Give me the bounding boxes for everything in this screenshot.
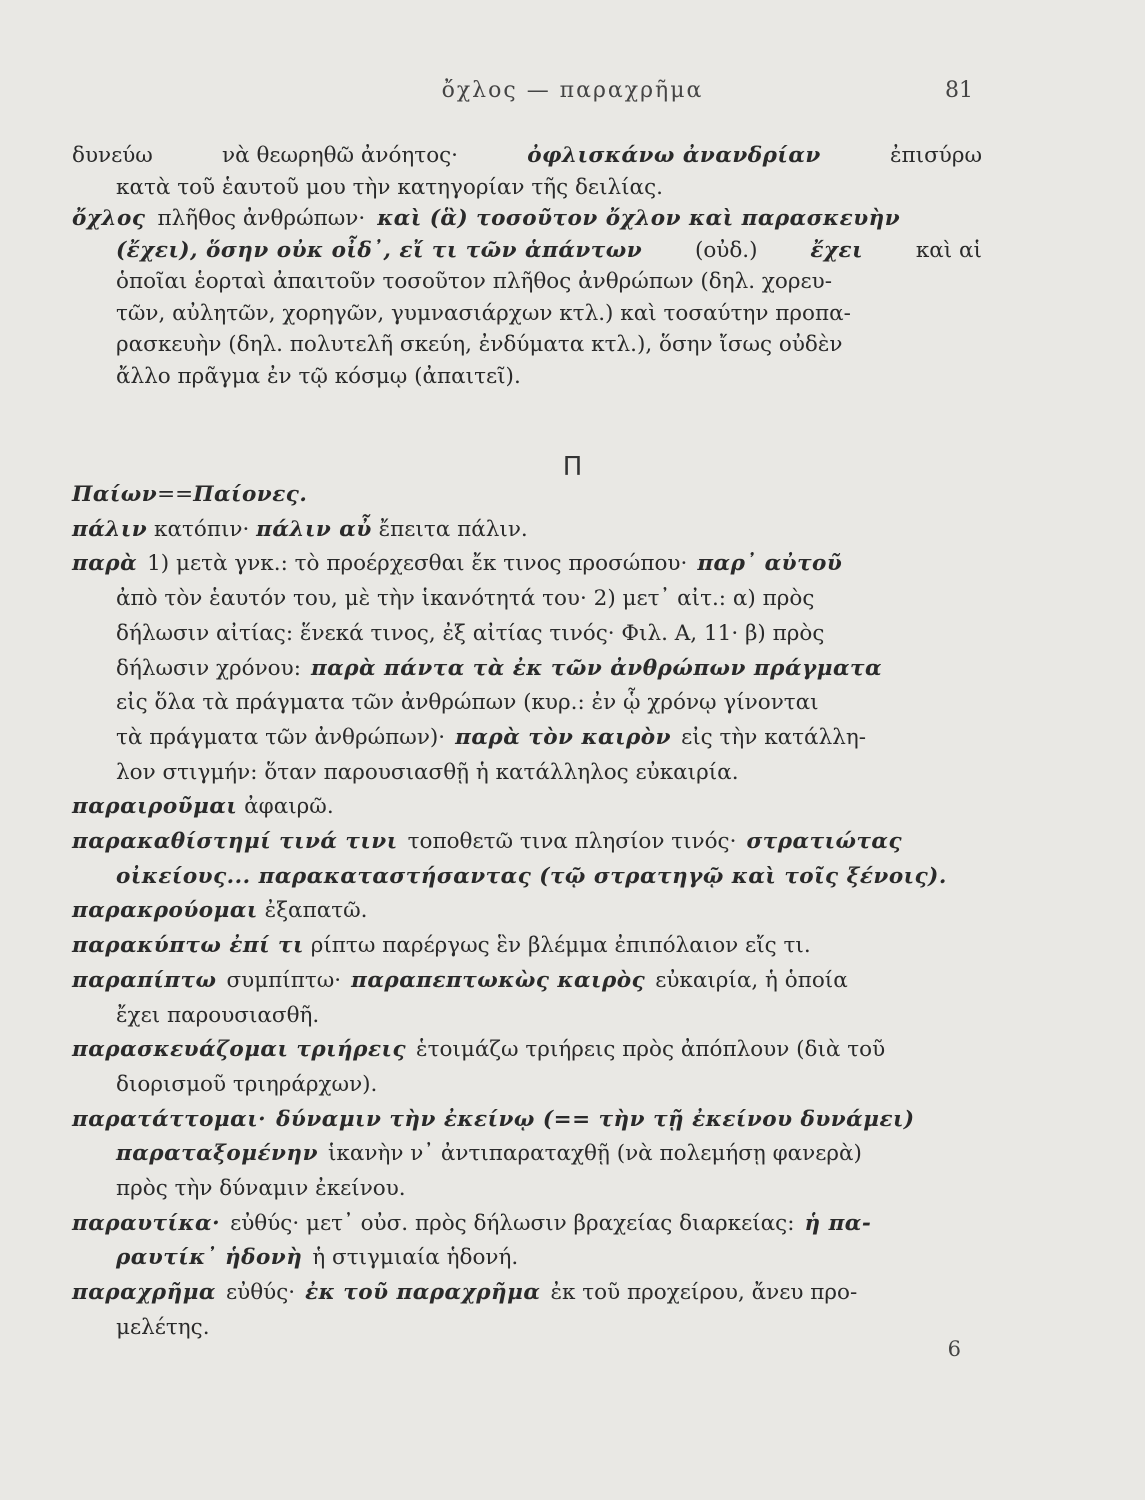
entry-parakathistemi: παρακαθίστημί τινά τινι τοποθετῶ τινα πλησίον τινός· στρατιώτας οἰκείους... παρακαταστήσαντας (τῷ στρατηγῷ καὶ τοῖς ξένοις). [72, 825, 982, 894]
entry-paion: Παίων==Παίονες. [72, 482, 308, 507]
header-title: ὄχλος — παραχρῆμα [441, 78, 704, 103]
phrase: ραυτίκ᾽ ἡδονὴ [116, 1245, 303, 1271]
phrase: ἐκ τοῦ παραχρῆμα [305, 1280, 541, 1306]
phrase: πάλιν αὖ [256, 516, 372, 542]
text-line: ἀπὸ τὸν ἑαυτόν του, μὲ τὴν ἱκανότητά του· 2) μετ᾽ αἰτ.: α) πρὸς [116, 586, 815, 612]
headword: παρακρούομαι [72, 898, 258, 924]
headword: παραιροῦμαι [72, 794, 238, 820]
entry-parautika: παραυτίκα· εὐθύς· μετ᾽ οὐσ. πρὸς δήλωσιν βραχείας διαρκείας: ἡ πα- ραυτίκ᾽ ἡδονὴ ἡ στιγμιαία ἡδονή. [72, 1207, 982, 1276]
phrase: ἔχει [810, 237, 864, 263]
entry-para: παρὰ 1) μετὰ γνκ.: τὸ προέρχεσθαι ἔκ τινος προσώπου· παρ᾽ αὐτοῦ ἀπὸ τὸν ἑαυτόν του, μὲ τὴν ἱκανότητά του· 2) μετ᾽ αἰτ.: α) πρὸς δήλωσιν αἰτίας: ἕνεκά τινος, ἐξ αἰτίας τινός· Φιλ. Α, 11· β) πρὸς δήλωσιν χρόνου: παρὰ πάντα τὰ ἐκ τῶν ἀνθρώπων πράγματα εἰς ὅλα τὰ πράγματα τῶν ἀνθρώπων (κυρ.: ἐν ᾧ χρόνῳ γίνονται τὰ πράγματα τῶν ἀνθρώπων)· παρὰ τὸν καιρὸν εἰς τὴν κατάλλη- λον στιγμήν: ὅταν παρουσιασθῇ ἡ κατάλληλος εὐκαιρία. [72, 547, 982, 790]
headword: ὄχλος [72, 206, 146, 231]
text-line: δυνεύω νὰ θεωρηθῶ ἀνόητος· ὀφλισκάνω ἀνανδρίαν ἐπισύρω [72, 140, 982, 172]
entry-palin: πάλιν κατόπιν· πάλιν αὖ ἔπειτα πάλιν. [72, 516, 528, 542]
text-line: μελέτης. [116, 1314, 210, 1340]
entry-parapipto: παραπίπτω συμπίπτω· παραπεπτωκὼς καιρὸς εὐκαιρία, ἡ ὁποία ἔχει παρουσιασθῆ. [72, 964, 982, 1033]
running-header [0, 78, 1145, 108]
text-line: τῶν, αὐλητῶν, χορηγῶν, γυμνασιάρχων κτλ.) καὶ τοσαύτην προπα- [116, 300, 851, 326]
headword: παρακύπτω ἐπί τι [72, 933, 304, 959]
section-letter: Π [562, 452, 583, 482]
headword: παρὰ [72, 551, 138, 577]
text-line: διορισμοῦ τριηράρχων). [116, 1071, 378, 1097]
page-number: 81 [945, 78, 973, 103]
headword: παραπίπτω [72, 967, 217, 993]
phrase: ἡ πα- [804, 1210, 872, 1236]
dictionary-entries [72, 478, 982, 1346]
headword: Παίονες. [193, 482, 308, 507]
phrase: στρατιώτας [746, 829, 903, 855]
text-line: ἄλλο πρᾶγμα ἐν τῷ κόσμῳ (ἀπαιτεῖ). [116, 363, 521, 389]
entry-paratattomai: παρατάττομαι· δύναμιν τὴν ἐκείνῳ (== τὴν τῇ ἐκείνου δυνάμει) παραταξομένην ἱκανὴν ν᾽ ἀντιπαραταχθῇ (νὰ πολεμήσῃ φανερὰ) πρὸς τὴν δύναμιν ἐκείνου. [72, 1103, 982, 1207]
entry-paraireomai: παραιροῦμαι ἀφαιρῶ. [72, 794, 334, 820]
text-line: κατὰ τοῦ ἑαυτοῦ μου τὴν κατηγορίαν τῆς δειλίας. [116, 174, 663, 200]
phrase: καὶ (ἃ) τοσοῦτον ὄχλον καὶ παρασκευὴν [377, 206, 901, 231]
headword: ὀφλισκάνω ἀνανδρίαν [527, 143, 821, 168]
entry-parachrema: παραχρῆμα εὐθύς· ἐκ τοῦ παραχρῆμα ἐκ τοῦ προχείρου, ἄνευ προ- μελέτης. [72, 1276, 982, 1345]
headword: Παίων [72, 482, 158, 507]
entry-parakypto: παρακύπτω ἐπί τι ρίπτω παρέργως ἓν βλέμμα ἐπιπόλαιον εἴς τι. [72, 933, 811, 959]
headword: παραυτίκα· [72, 1210, 221, 1236]
headword: παρατάττομαι· [72, 1106, 267, 1132]
phrase: παρὰ τὸν καιρὸν [455, 724, 672, 750]
text-line: λον στιγμήν: ὅταν παρουσιασθῇ ἡ κατάλληλος εὐκαιρία. [116, 759, 739, 785]
phrase: παραταξομένην [116, 1141, 318, 1167]
headword: παρακαθίστημί τινά τινι [72, 829, 398, 855]
phrase: (ἔχει), ὅσην οὐκ οἶδ᾽, εἴ τι τῶν ἁπάντων [116, 237, 643, 263]
top-paragraph [72, 140, 982, 392]
signature-mark: 6 [947, 1337, 961, 1361]
phrase: παραπεπτωκὼς καιρὸς [351, 967, 646, 993]
entry-parakrouomai: παρακρούομαι ἐξαπατῶ. [72, 898, 368, 924]
text-line: ρασκευὴν (δηλ. πολυτελῆ σκεύη, ἐνδύματα κτλ.), ὅσην ἴσως οὐδὲν [116, 332, 843, 357]
headword: παρασκευάζομαι τριήρεις [72, 1037, 407, 1063]
text-line: ἔχει παρουσιασθῆ. [116, 1002, 320, 1028]
text-line: πρὸς τὴν δύναμιν ἐκείνου. [116, 1176, 406, 1202]
phrase: δύναμιν τὴν ἐκείνῳ (== τὴν τῇ ἐκείνου δυνάμει) [276, 1106, 915, 1132]
entry-ochlos: ὄχλος πλῆθος ἀνθρώπων· καὶ (ἃ) τοσοῦτον ὄχλον καὶ παρασκευὴν [72, 203, 982, 235]
phrase: παρ᾽ αὐτοῦ [697, 551, 843, 577]
headword: πάλιν [72, 516, 148, 542]
text-line: εἰς ὅλα τὰ πράγματα τῶν ἀνθρώπων (κυρ.: ἐν ᾧ χρόνῳ γίνονται [116, 690, 819, 716]
text-line: δήλωσιν αἰτίας: ἕνεκά τινος, ἐξ αἰτίας τινός· Φιλ. Α, 11· β) πρὸς [116, 620, 825, 646]
phrase: οἰκείους... παρακαταστήσαντας (τῷ στρατηγῷ καὶ τοῖς ξένοις). [116, 863, 947, 889]
headword: παραχρῆμα [72, 1280, 216, 1306]
entry-paraskeuazomai: παρασκευάζομαι τριήρεις ἑτοιμάζω τριήρεις πρὸς ἀπόπλουν (διὰ τοῦ διορισμοῦ τριηράρχων). [72, 1033, 982, 1102]
phrase: παρὰ πάντα τὰ ἐκ τῶν ἀνθρώπων πράγματα [310, 655, 882, 681]
text-line: ὁποῖαι ἑορταὶ ἀπαιτοῦν τοσοῦτον πλῆθος ἀνθρώπων (δηλ. χορευ- [116, 269, 832, 294]
text-line: (ἔχει), ὅσην οὐκ οἶδ᾽, εἴ τι τῶν ἁπάντων (οὐδ.) ἔχει καὶ αἱ [72, 235, 982, 267]
